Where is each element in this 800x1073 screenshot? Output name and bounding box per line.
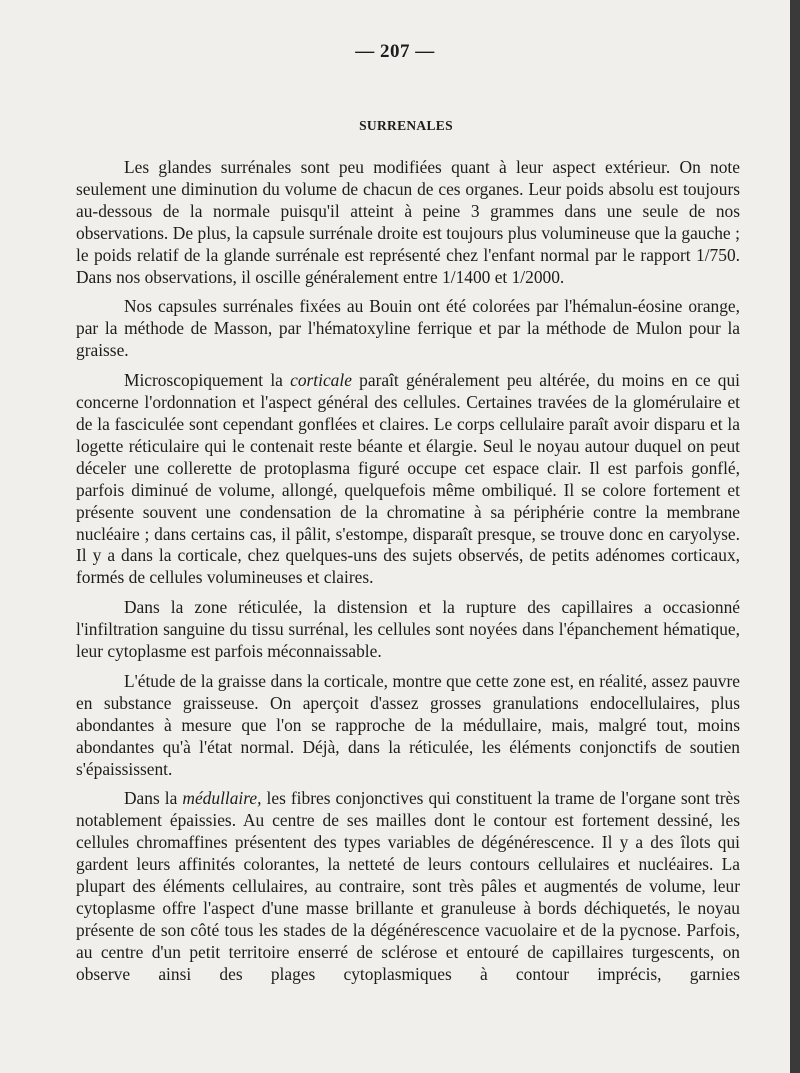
emphasis-term: médullaire,: [182, 788, 262, 809]
paragraph-gross-appearance: Les glandes surrénales sont peu modifiées quant à leur aspect extérieur. On note seulement une diminution du volume de chacun de ces organes. Leur poids absolu est toujours au-dessous de la normale puisqu'il atteint à peine 3 grammes dans une seule de nos observations. De plus, la capsule surrénale droite est toujours plus volumineuse que la gauche ; le poids relatif de la glande surrénale est représenté chez l'enfant normal par le rapport 1/750. Dans nos observations, il oscille généralement entre 1/1400 et 1/2000.: [76, 157, 740, 287]
paragraph-staining-methods: Nos capsules surrénales fixées au Bouin ont été colorées par l'hémalun-éosine orange, par la méthode de Masson, par l'hématoxyline ferrique et par la méthode de Mulon pour la graisse.: [76, 296, 740, 361]
paragraph-text: Dans la: [124, 788, 183, 809]
page-number: — 207 —: [355, 41, 435, 62]
paragraph-text: Microscopiquement la: [124, 370, 291, 391]
paragraph-corticale: [76, 370, 740, 589]
section-title: SURRENALES: [359, 118, 453, 133]
paragraph-graisse: L'étude de la graisse dans la corticale, montre que cette zone est, en réalité, assez pauvre en substance graisseuse. On aperçoit d'assez grosses granulations endocellulaires, plus abondantes à mesure que l'on se rapproche de la médullaire, mais, malgré tout, moins abondantes qu'à l'état normal. Déjà, dans la réticulée, les éléments conjonctifs de soutien s'épaississent.: [76, 670, 740, 779]
paragraph-text: les fibres conjonctives qui constituent la trame de l'organe sont très notablement épaissies. Au centre de ses mailles dont le contour est fortement dessiné, les cellules chromaffines présentent des types variables de dégénérescence. Il y a des îlots qui gardent leurs affinités colorantes, la netteté de leurs contours cellulaires et nucléaires. La plupart des éléments cellulaires, au contraire, sont très pâles et augmentés de volume, leur cytoplasme offre l'aspect d'une masse brillante et granuleuse à bords déchiquetés, le noyau présente de son côté tous les stades de la dégénérescence vacuolaire et de la pycnose. Parfois, au centre d'un petit territoire enserré de sclérose et entouré de capillaires turgescents, on observe ainsi des plages cytoplasmiques à contour imprécis, garnies: [76, 788, 740, 984]
body-text: [76, 157, 740, 986]
paragraph-zone-reticulee: Dans la zone réticulée, la distension et la rupture des capillaires a occasionné l'infiltration sanguine du tissu surrénal, les cellules sont noyées dans l'épanchement hématique, leur cytoplasme est parfois méconnaissable.: [76, 597, 740, 662]
paragraph-text: paraît généralement peu altérée, du moins en ce qui concerne l'ordonnation et l'aspect général des cellules. Certaines travées de la glomérulaire et de la fasciculée sont cependant gonflées et claires. Le corps cellulaire paraît avoir disparu et la logette réticulaire qui le contenait reste béante et élargie. Seul le noyau autour duquel on peut déceler une collerette de protoplasma figuré occupe cet espace clair. Il est parfois gonflé, parfois diminué de volume, allongé, quelquefois même ombiliqué. Il se colore fortement et présente souvent une condensation de la chromatine à sa périphérie contre la membrane nucléaire ; dans certains cas, il pâlit, s'estompe, disparaît presque, se trouve donc en caryolyse. Il y a dans la corticale, chez quelques-uns des sujets observés, de petits adénomes corticaux, formés de cellules volumineuses et claires.: [76, 370, 740, 588]
emphasis-term: corticale: [290, 370, 352, 391]
paragraph-medullaire: [76, 788, 740, 985]
